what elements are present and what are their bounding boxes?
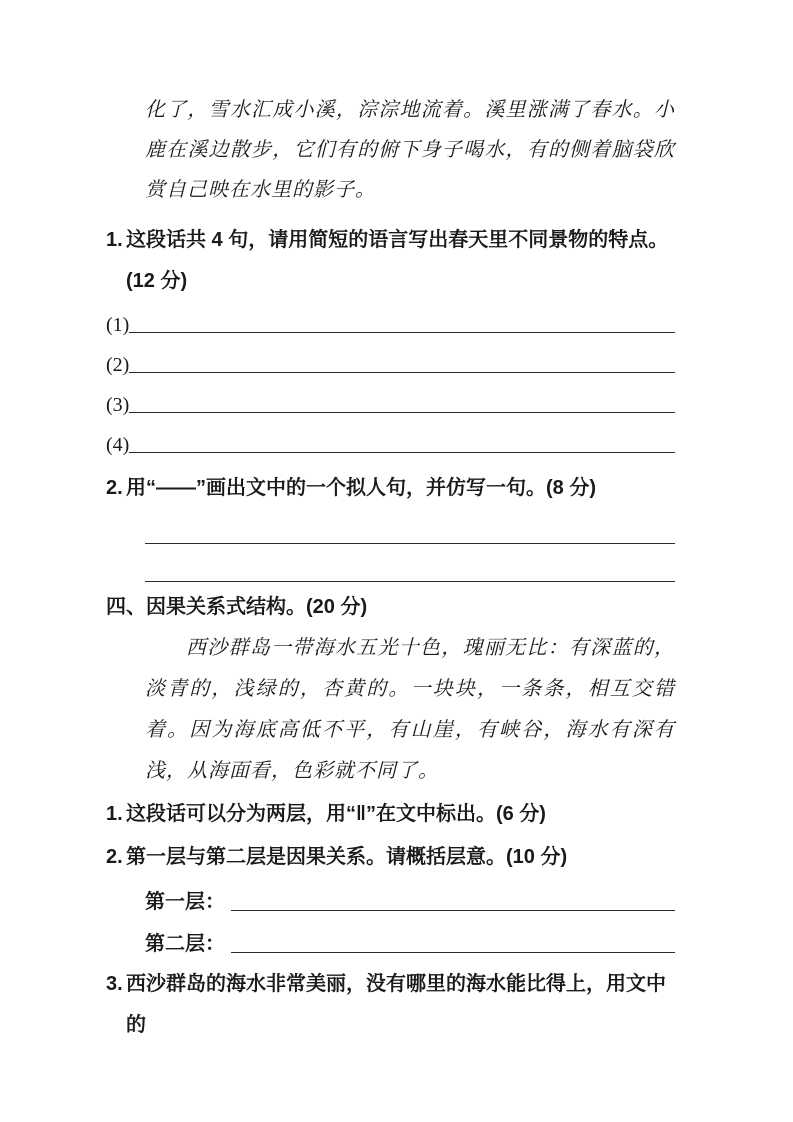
- answer-line: [145, 543, 675, 544]
- blank-number-label-3: (3): [106, 394, 130, 416]
- question-3-2: [106, 468, 675, 509]
- answer-blank-row-3: [106, 382, 675, 422]
- question-3-1: [106, 220, 675, 302]
- question-4-1: [106, 794, 675, 835]
- question-4-1-number: 1.: [106, 803, 123, 825]
- answer-line: [231, 952, 675, 953]
- question-3-1-number: 1.: [106, 229, 123, 251]
- reading-passage-spring: 化了，雪水汇成小溪，淙淙地流着。溪里涨满了春水。小鹿在溪边散步，它们有的俯下身子喝水，有的侧着脑袋欣赏自己映在水里的影子。: [145, 99, 675, 201]
- second-layer-label: 第二层：: [145, 933, 225, 955]
- question-4-1-text: 这段话可以分为两层，用“‖”在文中标出。(6 分): [126, 803, 546, 825]
- blank-number-label-2: (2): [106, 354, 130, 376]
- answer-line: [145, 581, 675, 582]
- question-4-3-text: 西沙群岛的海水非常美丽，没有哪里的海水能比得上，用文中的: [126, 973, 666, 1036]
- first-layer-label: 第一层：: [145, 891, 225, 913]
- reading-passage-xisha: 西沙群岛一带海水五光十色，瑰丽无比：有深蓝的，淡青的，浅绿的，杏黄的。一块块，一条条，相互交错着。因为海底高低不平，有山崖，有峡谷，海水有深有浅，从海面看，色彩就不同了。: [145, 637, 675, 782]
- question-4-3: [106, 964, 675, 1046]
- answer-line: [231, 910, 675, 911]
- question-3-2-text: 用“——”画出文中的一个拟人句，并仿写一句。(8 分): [126, 477, 596, 499]
- question-3-1-answer-blanks: [106, 302, 675, 462]
- answer-blank-row-1: [106, 302, 675, 342]
- question-4-2-text: 第一层与第二层是因果关系。请概括层意。(10 分): [126, 846, 568, 868]
- blank-number-label-1: (1): [106, 314, 130, 336]
- answer-line-row-2: [145, 547, 675, 585]
- question-4-2: [106, 837, 675, 878]
- question-3-1-text: 这段话共 4 句，请用简短的语言写出春天里不同景物的特点。(12 分): [126, 229, 669, 292]
- question-3-2-number: 2.: [106, 477, 123, 499]
- first-layer-answer-row: [145, 878, 675, 920]
- answer-line-row-1: [145, 509, 675, 547]
- answer-blank-row-2: [106, 342, 675, 382]
- blank-number-label-4: (4): [106, 434, 130, 456]
- answer-blank-row-4: [106, 422, 675, 462]
- second-layer-answer-row: [145, 920, 675, 962]
- answer-line: [129, 332, 675, 333]
- question-4-3-number: 3.: [106, 973, 123, 995]
- answer-line: [129, 372, 675, 373]
- answer-line: [129, 452, 675, 453]
- answer-line: [129, 412, 675, 413]
- question-4-2-number: 2.: [106, 846, 123, 868]
- section-4-heading: 四、因果关系式结构。(20 分): [106, 596, 368, 618]
